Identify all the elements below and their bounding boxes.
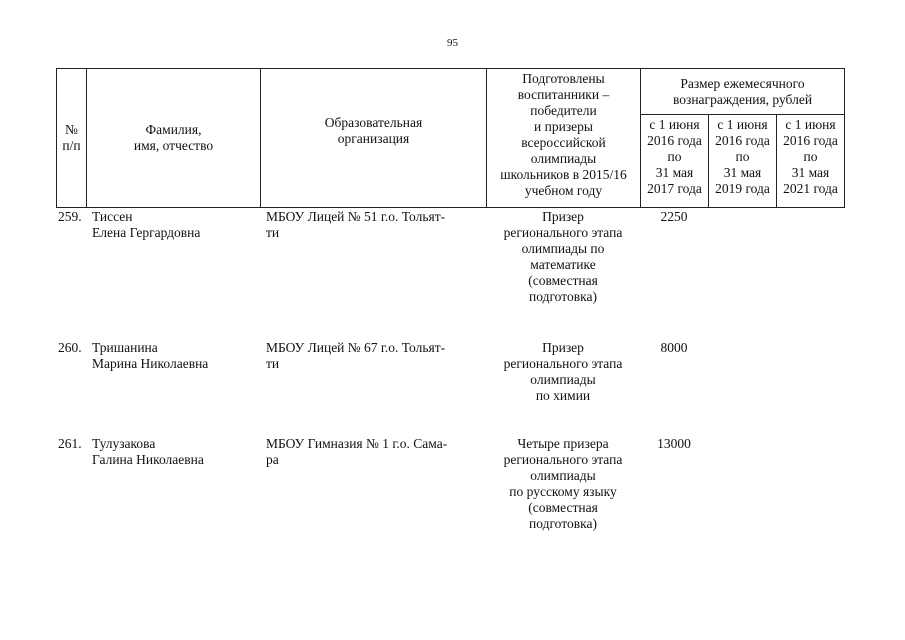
page-number: 95 — [447, 37, 458, 49]
row-award-2017: 2250 — [660, 209, 688, 224]
row-number: 261. — [58, 436, 82, 451]
row-number: 259. — [58, 209, 82, 224]
table-header — [56, 68, 845, 208]
row-award-2017: 8000 — [660, 340, 688, 355]
header-award-title: Размер ежемесячного вознаграждения, рублей — [641, 69, 845, 115]
table-body — [56, 209, 844, 536]
header-name: Фамилия, имя, отчество — [87, 69, 261, 208]
row-organization: МБОУ Лицей № 67 г.о. Тольят- ти — [266, 340, 446, 371]
row-award-2019 — [708, 436, 776, 536]
row-award-2021 — [776, 209, 844, 340]
header-award-period-2019: с 1 июня 2016 года по 31 мая 2019 года — [709, 115, 777, 208]
header-organization: Образовательная организация — [261, 69, 487, 208]
row-award-2019 — [708, 340, 776, 436]
row-number: 260. — [58, 340, 82, 355]
row-name: Тришанина Марина Николаевна — [92, 340, 209, 371]
row-award-2017: 13000 — [657, 436, 691, 451]
header-num: № п/п — [57, 69, 87, 208]
row-award-2021 — [776, 436, 844, 536]
header-achievement: Подготовлены воспитанники – победители и призеры всероссийской олимпиады школьников в 2015/16 учебном году — [487, 69, 641, 208]
row-award-2019 — [708, 209, 776, 340]
table-row — [56, 436, 844, 536]
row-achievement: Призер регионального этапа олимпиады по математике (совместная подготовка) — [503, 209, 623, 304]
header-award-period-2021: с 1 июня 2016 года по 31 мая 2021 года — [777, 115, 845, 208]
row-organization: МБОУ Гимназия № 1 г.о. Сама- ра — [266, 436, 448, 467]
row-name: Тулузакова Галина Николаевна — [92, 436, 204, 467]
header-award-period-2017: с 1 июня 2016 года по 31 мая 2017 года — [641, 115, 709, 208]
row-organization: МБОУ Лицей № 51 г.о. Тольят- ти — [266, 209, 446, 240]
row-award-2021 — [776, 340, 844, 436]
row-name: Тиссен Елена Гергардовна — [92, 209, 201, 240]
table-row — [56, 209, 844, 340]
table-row — [56, 340, 844, 436]
row-achievement: Призер регионального этапа олимпиады по химии — [503, 340, 623, 403]
row-achievement: Четыре призера регионального этапа олимпиады по русскому языку (совместная подготовка) — [503, 436, 623, 531]
